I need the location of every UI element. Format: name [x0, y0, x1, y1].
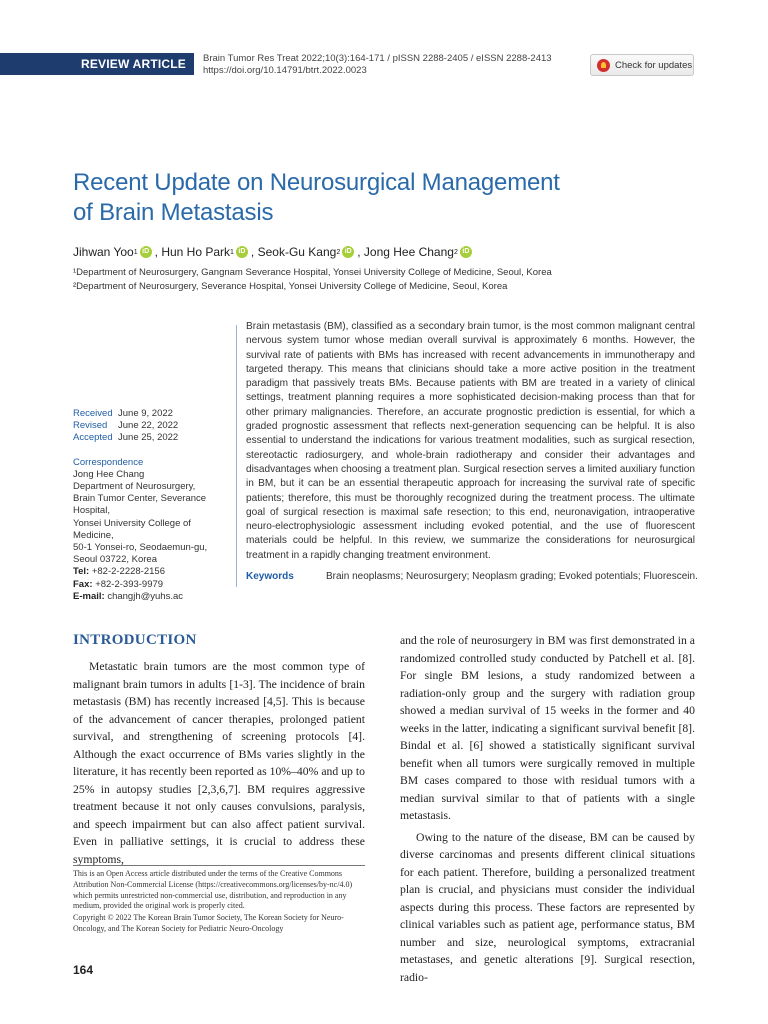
- article-title: [73, 168, 633, 228]
- section-heading-introduction: INTRODUCTION: [73, 632, 197, 648]
- check-for-updates-label: Check for updates: [615, 59, 693, 71]
- license-footnote: This is an Open Access article distributed under the terms of the Creative Commons Attribution Non-Commercial License (https://creativecommons.org/licenses/by-nc/4.0) which permits unrestricted non-commercial use, distribution, and reproduction in any medium, provided the original work is properly cited.: [73, 869, 353, 911]
- received-value: June 9, 2022: [118, 408, 173, 419]
- orcid-icon[interactable]: iD: [236, 246, 248, 258]
- accepted-value: June 25, 2022: [118, 432, 179, 444]
- received-date: [73, 408, 233, 420]
- received-label: Received: [73, 408, 113, 419]
- body-paragraph: and the role of neurosurgery in BM was first demonstrated in a randomized controlled study conducted by Patchell et al. [8]. For single BM lesions, a study randomized between a radiation-only group and the surgery with radiation group showed a median survival of 15 weeks in the former and 40 weeks in the latter, indicating a significant survival benefit [8]. Bindal et al. [6] showed a statistically significant survival benefit when all tumors were surgically removed in multiple BM cases compared to those with residual tumors with a median survival similar to that of patients with a single metastasis.: [400, 634, 695, 822]
- fax: [73, 579, 233, 591]
- email-label: E-mail:: [73, 590, 105, 602]
- correspondence-line: Yonsei University College of Medicine,: [73, 517, 191, 541]
- doi-link[interactable]: https://doi.org/10.14791/btrt.2022.0023: [203, 65, 367, 76]
- article-type-badge: REVIEW ARTICLE: [0, 53, 194, 75]
- body-paragraph: Metastatic brain tumors are the most common type of malignant brain tumors in adults [1-3]. The incidence of brain metastasis (BM) has recently increased [4,5]. This is because of the advancement of cancer therapies, prolonged patient survival, and strengthening of screening protocols [4]. Although the exact occurrence of BMs varies slightly in the literature, it has recently been reported as 10%–40% and up to 25% in autopsy studies [2,3,6,7]. BM requires aggressive treatment because it not only causes convulsions, paralysis, and speech impairment but can also affect patient survival. Even in palliative settings, it is crucial to address these symptoms,: [73, 660, 365, 866]
- revised-date: [73, 420, 233, 432]
- abstract-text: Brain metastasis (BM), classified as a secondary brain tumor, is the most common malignant central nervous system tumor whose median overall survival is approximately 6 months. However, the survival rate of patients with BMs has increased with recent advancements in immunotherapy and targeted therapy. This means that clinicians should take a more active position in the treatment paradigm that passively treats BMs. Because patients with BM are treated in a variety of clinical settings, treatment planning requires a more sophisticated decision-making process than that for other primary malignancies. Therefore, an accurate prognostic prediction is essential, for which a graded prognostic assessment that reflects next-generation sequencing can be helpful. It is also essential to understand the indications for various treatment modalities, such as surgical resection, stereotactic radiosurgery, and whole-brain radiotherapy and consider their advantages and disadvantages when choosing a treatment plan. Surgical resection serves a limited auxiliary function in BM, but it can be an essential therapeutic approach for increasing the survival rate of specific patients; therefore, this must be thoroughly recognized during the treatment process. The ultimate goal of surgical resection is maximal safe resection; to this end, neuronavigation, intraoperative neuro-electrophysiologic assessment including evoked potential, and the use of fluorescent materials could be helpful. In this review, we summarize the considerations for neurosurgical treatment in a rapidly changing treatment environment.: [246, 321, 695, 561]
- copyright-footnote: Copyright © 2022 The Korean Brain Tumor Society, The Korean Society for Neuro-Oncology, and The Korean Society for Pediatric Neuro-Oncology: [73, 913, 344, 933]
- journal-line: Brain Tumor Res Treat 2022;10(3):164-171 / pISSN 2288-2405 / eISSN 2288-2413: [203, 53, 552, 64]
- accepted-date: [73, 432, 233, 444]
- correspondence-line: Brain Tumor Center, Severance Hospital,: [73, 493, 207, 517]
- affiliations: [73, 266, 552, 293]
- correspondence-line: Jong Hee Chang: [73, 468, 145, 480]
- author-affil-sup: 2: [336, 248, 341, 256]
- correspondence-line: 50-1 Yonsei-ro, Seodaemun-gu,: [73, 542, 208, 554]
- author-name: Hun Ho Park: [161, 245, 231, 259]
- page-number: 164: [73, 963, 94, 977]
- author-name: Jihwan Yoo: [73, 245, 134, 259]
- author-affil-sup: 1: [133, 248, 138, 256]
- check-for-updates-button[interactable]: [590, 54, 694, 76]
- tel: [73, 566, 233, 578]
- article-meta: [73, 408, 233, 603]
- fax-value: +82-2-393-9979: [95, 578, 164, 590]
- body-column-right: [400, 632, 695, 986]
- author-list: Jihwan Yoo 1 iD , Hun Ho Park 1 iD , Seok-Gu Kang 2 iD , Jong Hee Chang 2 iD: [73, 245, 475, 259]
- affiliation: ²Department of Neurosurgery, Severance Hospital, Yonsei University College of Medicine, Seoul, Korea: [73, 280, 508, 292]
- keywords-text: Brain neoplasms; Neurosurgery; Neoplasm grading; Evoked potentials; Fluorescein.: [326, 571, 698, 582]
- orcid-icon[interactable]: iD: [460, 246, 472, 258]
- correspondence-line: Seoul 03722, Korea: [73, 554, 157, 566]
- tel-label: Tel:: [73, 566, 90, 578]
- tel-value: +82-2-2228-2156: [91, 566, 165, 578]
- email-link[interactable]: changjh@yuhs.ac: [107, 590, 183, 602]
- title-line: of Brain Metastasis: [73, 199, 274, 226]
- revised-value: June 22, 2022: [118, 420, 179, 432]
- correspondence-heading: Correspondence: [73, 456, 144, 468]
- journal-citation: [203, 53, 552, 77]
- fax-label: Fax:: [73, 578, 93, 590]
- author-affil-sup: 1: [230, 248, 234, 256]
- correspondence-line: Department of Neurosurgery,: [73, 481, 196, 493]
- body-paragraph: Owing to the nature of the disease, BM can be caused by diverse carcinomas and presents different clinical situations for each patient. Therefore, building a personalized treatment plan is crucial, and physicians must consider the individual aspects during this process. These factors are represented by clinical variables such as patient age, performance status, BM number and size, neurological symptoms, extracranial metastases, and genetic alterations [9]. Surgical resection, radio-: [400, 830, 695, 984]
- footnote-divider: [73, 865, 365, 866]
- orcid-icon[interactable]: iD: [342, 246, 354, 258]
- author-affil-sup: 2: [453, 248, 458, 256]
- email: [73, 591, 233, 603]
- author-name: Seok-Gu Kang: [257, 245, 337, 259]
- crossmark-icon: [597, 59, 610, 72]
- accepted-label: Accepted: [73, 432, 113, 444]
- orcid-icon[interactable]: iD: [140, 246, 152, 258]
- abstract-divider: [236, 325, 237, 587]
- affiliation: ¹Department of Neurosurgery, Gangnam Severance Hospital, Yonsei University College of Medicine, Seoul, Korea: [73, 267, 552, 278]
- body-column-left: [73, 658, 365, 868]
- title-line: Recent Update on Neurosurgical Management: [73, 169, 560, 196]
- keywords: [246, 571, 706, 582]
- author-name: Jong Hee Chang: [363, 245, 454, 259]
- revised-label: Revised: [73, 420, 108, 432]
- keywords-label: Keywords: [246, 571, 294, 582]
